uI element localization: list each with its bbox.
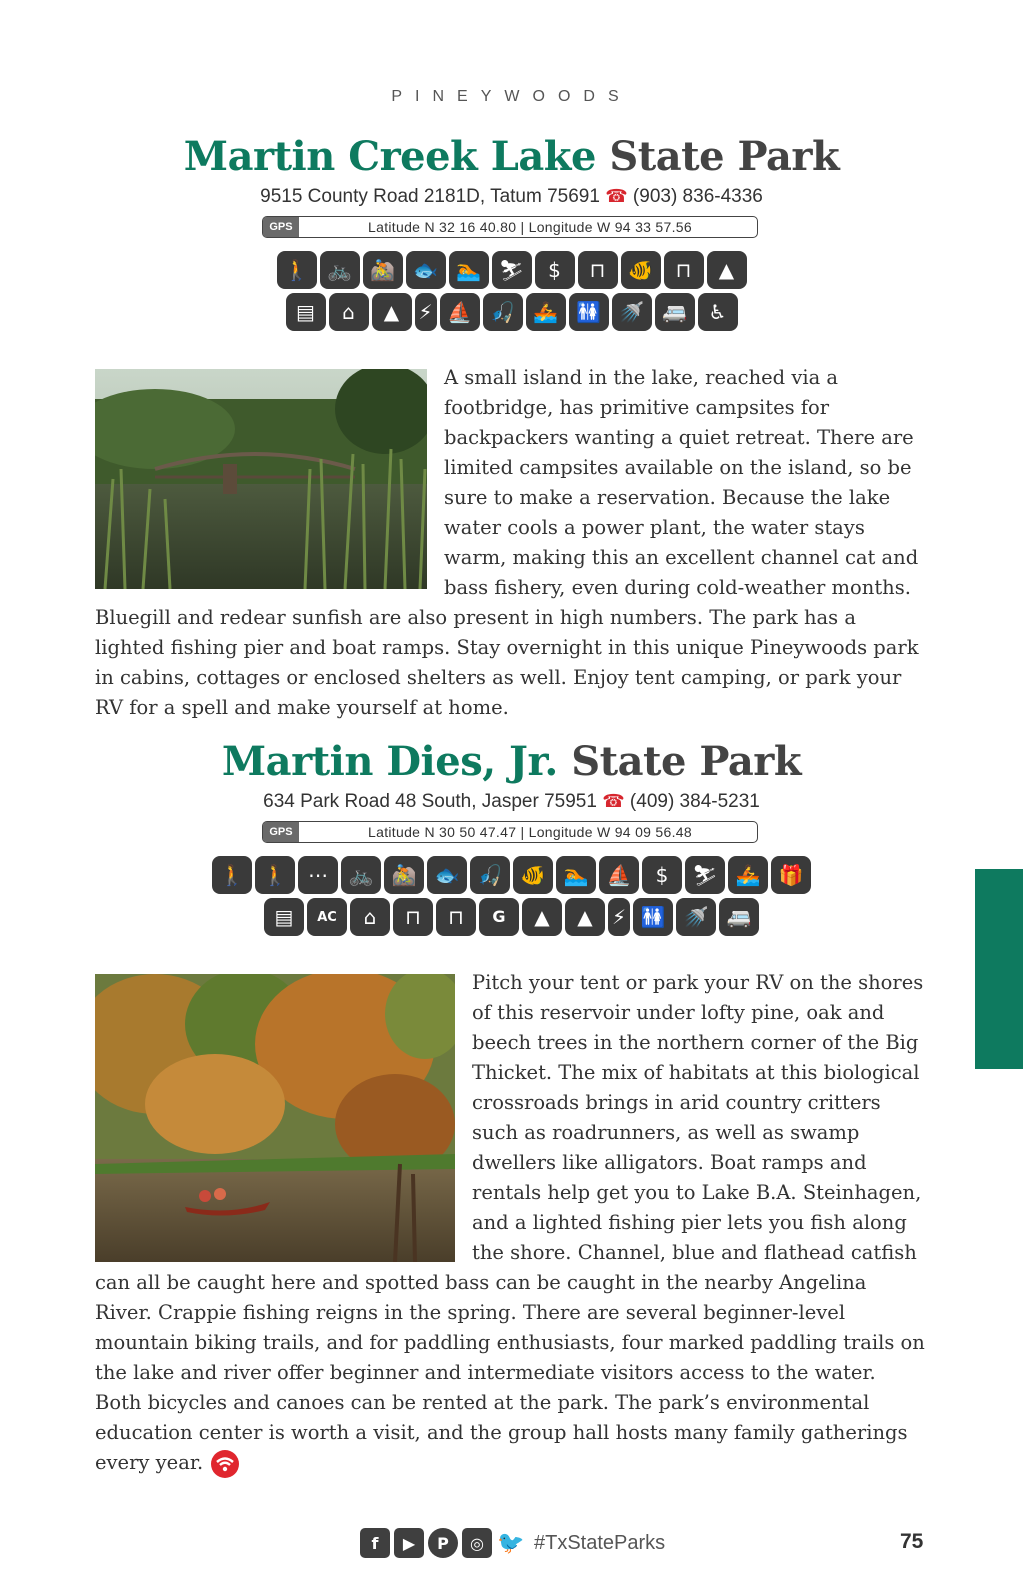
water-campsite-icon: ▲ — [372, 293, 412, 331]
picnic-table-icon: ⊓ — [578, 251, 618, 289]
fishing-pier-icon: 🎣 — [470, 856, 510, 894]
gps-box — [262, 821, 758, 843]
park-photo — [95, 369, 427, 589]
description-text: Pitch your tent or park your RV on the shores of this reservoir under lofty pine, oak and beech trees in the northern corner of the Big Thicket. The mix of habitats at this biological crossroads brings in arid country critters such as roadrunners, as well as swamp dwellers like alligators. Boat ramps and rentals help get you to Lake B.A. Steinhagen, and a lighted fishing pier lets you fish along the shore. Channel, blue and flathead catfish can all be caught here and spotted bass can be caught in the nearby Angelina River. Crappie fishing reigns in the spring. There are several beginner-level mountain biking trails, and for paddling enthusiasts, four marked paddling trails on the lake and river offer beginner and intermediate visitors access to the water. Both bicycles and canoes can be rented at the park. The park’s environmental education center is worth a visit, and the group hall hosts many family gatherings every year. — [95, 971, 925, 1474]
fish-cleaning-icon: 🐠 — [513, 856, 553, 894]
park-title — [0, 133, 1023, 180]
hiking-icon: 🚶 — [277, 251, 317, 289]
amenity-icons — [0, 856, 1023, 936]
group-picnic-icon: ⊓ — [664, 251, 704, 289]
autumn-cypress-canoe-photo — [95, 974, 455, 1262]
social-links — [360, 1528, 665, 1558]
gps-box — [262, 216, 758, 238]
instagram-icon[interactable]: ◎ — [462, 1528, 492, 1558]
mountain-bike-icon: 🚵 — [363, 251, 403, 289]
showers-icon: 🚿 — [676, 898, 716, 936]
gps-coordinates: Latitude N 32 16 40.80 | Longitude W 94 33 57.56 — [368, 219, 692, 235]
water-ski-icon: ⛷ — [685, 856, 725, 894]
park-address — [0, 791, 1023, 813]
park-name: Martin Dies, Jr. — [221, 738, 558, 785]
phone-number: (903) 836-4336 — [632, 186, 763, 207]
boat-launch-icon: 🚣 — [526, 293, 566, 331]
fish-cleaning-icon: 🐠 — [621, 251, 661, 289]
water-campsite-icon: ▲ — [565, 898, 605, 936]
rv-dump-icon: 🚐 — [655, 293, 695, 331]
mountain-bike-icon: 🚵 — [384, 856, 424, 894]
hiking-icon: 🚶 — [212, 856, 252, 894]
pinterest-icon[interactable]: P — [428, 1528, 458, 1558]
nature-trail-icon: 🚶 — [255, 856, 295, 894]
page-number: 75 — [900, 1530, 924, 1553]
description-text: A small island in the lake, reached via a footbridge, has primitive campsites for backpackers wanting a quiet retreat. There are limited campsites available on the island, so be sure to make a reservation. Because the lake water cools a power plant, the water stays warm, making this an excellent channel cat and bass fishery, even during cold-weather months. Bluegill and redear sunfish are also present in high numbers. The park has a lighted fishing pier and boat ramps. Stay overnight in this unique Pineywoods park in cabins, cottages or enclosed shelters as well. Enjoy tent camping, or park your RV for a spell and make yourself at home. — [95, 366, 919, 719]
fishing-icon: 🐟 — [427, 856, 467, 894]
phone-number: (409) 384-5231 — [629, 791, 760, 812]
amenity-icons — [0, 251, 1023, 331]
amenity-row-1 — [277, 251, 747, 289]
gps-label: GPS — [263, 217, 299, 237]
region-header: PINEYWOODS — [391, 88, 632, 105]
address-text: 9515 County Road 2181D, Tatum 75691 — [260, 186, 600, 207]
lake-footbridge-photo — [95, 369, 427, 589]
phone-icon: ☎ — [605, 186, 628, 206]
park-title-suffix: State Park — [609, 133, 840, 180]
swimming-icon: 🏊 — [449, 251, 489, 289]
boat-launch-icon: 🚣 — [728, 856, 768, 894]
electric-icon: ⚡ — [415, 293, 437, 331]
tent-camping-icon: ▲ — [522, 898, 562, 936]
water-ski-icon: ⛷ — [492, 251, 532, 289]
showers-icon: 🚿 — [612, 293, 652, 331]
fishing-icon: 🐟 — [406, 251, 446, 289]
cabin-icon: ⌂ — [329, 293, 369, 331]
group-camp-icon: G — [479, 898, 519, 936]
group-picnic-icon: ⊓ — [436, 898, 476, 936]
restrooms-icon: 🚻 — [569, 293, 609, 331]
electric-icon: ⚡ — [608, 898, 630, 936]
amenity-row-2 — [286, 293, 738, 331]
amenity-row-1 — [212, 856, 811, 894]
screened-shelter-icon: ▤ — [286, 293, 326, 331]
park-description — [95, 968, 925, 1478]
fishing-pier-icon: 🎣 — [483, 293, 523, 331]
facebook-icon[interactable]: f — [360, 1528, 390, 1558]
wifi-icon — [211, 1450, 239, 1478]
park-name: Martin Creek Lake — [183, 133, 596, 180]
hashtag: #TxStateParks — [534, 1531, 666, 1554]
park-description — [95, 363, 925, 723]
address-text: 634 Park Road 48 South, Jasper 75951 — [263, 791, 597, 812]
bicycle-icon: 🚲 — [320, 251, 360, 289]
picnic-table-icon: ⊓ — [393, 898, 433, 936]
bicycle-icon: 🚲 — [341, 856, 381, 894]
tent-camping-icon: ▲ — [707, 251, 747, 289]
interpretive-trail-icon: ⋯ — [298, 856, 338, 894]
section-tab — [975, 869, 1023, 1069]
rv-dump-icon: 🚐 — [719, 898, 759, 936]
park-title-suffix: State Park — [571, 738, 802, 785]
park-title — [0, 738, 1023, 785]
boat-rental-icon: ⛵ — [599, 856, 639, 894]
twitter-icon[interactable]: 🐦 — [497, 1530, 525, 1556]
cabin-icon: ⌂ — [350, 898, 390, 936]
air-conditioned-icon: AC — [307, 898, 347, 936]
boat-rental-icon: ⛵ — [440, 293, 480, 331]
amenity-row-2 — [264, 898, 759, 936]
youtube-icon[interactable]: ▶ — [394, 1528, 424, 1558]
boat-ramp-icon: $ — [535, 251, 575, 289]
phone-icon: ☎ — [602, 791, 625, 811]
screened-shelter-icon: ▤ — [264, 898, 304, 936]
gps-label: GPS — [263, 822, 299, 842]
accessible-icon: ♿ — [698, 293, 738, 331]
swimming-icon: 🏊 — [556, 856, 596, 894]
gps-coordinates: Latitude N 30 50 47.47 | Longitude W 94 09 56.48 — [368, 824, 692, 840]
restrooms-icon: 🚻 — [633, 898, 673, 936]
gift-shop-icon: 🎁 — [771, 856, 811, 894]
park-photo — [95, 974, 455, 1262]
park-address — [0, 186, 1023, 208]
boat-ramp-icon: $ — [642, 856, 682, 894]
